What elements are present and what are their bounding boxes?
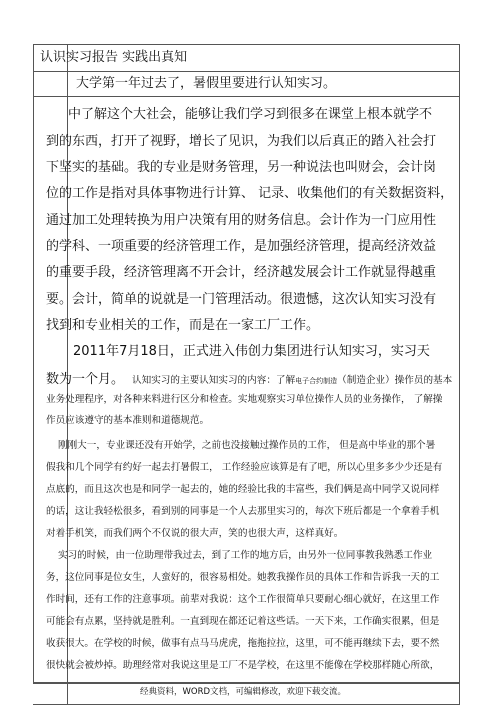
paragraph-line: 假我和几个同学有约好一起去打暑假工， 工作经验应该算是有了吧，所以心里多多少少还是有 (46, 462, 443, 473)
paragraph-line: 实习的时候，由一位助理带我过去，到了工作的地方后，由另外一位同事教我熟悉工作业 (58, 550, 433, 561)
paragraph-line: 的学科、一项重要的经济管理工作，是加强经济管理，提高经济效益 (46, 239, 437, 254)
inline-text: （制造企业）操作员的基本 (337, 375, 453, 386)
row-divider (33, 96, 460, 97)
paragraph-line: 很快就会被炒掉。助理经常对我说这里是工厂不是学校，在这里不能像在学校那样随心所欲， (46, 660, 440, 671)
paragraph-line: 对着手机笑，而我们两个不仅说的很大声，笑的也很大声，这样真好。 (46, 528, 344, 539)
paragraph-line: 找到和专业相关的工作，而是在一家工厂工作。 (46, 318, 320, 333)
inline-text: 认知实习的主要认知实习的内容：了解 (132, 375, 296, 386)
paragraph-line: 要。会计，简单的说就是一门管理活动。很遗憾，这次认知实习没有 (46, 292, 437, 307)
paragraph-line: 收获很大。在学校的时候，做事有点马马虎虎，拖拖拉拉，这里，可不能再继续下去，要不然 (46, 638, 440, 649)
paragraph-line: 点底的，而且这次也是和同学一起去的，她的经验比我的丰富些，我们俩是高中同学又说同样 (46, 484, 440, 495)
paragraph-line: 作员应该遵守的基本准则和道德规范。 (46, 415, 210, 426)
footer-note: 经典资料，WORD文档，可编辑修改，欢迎下载交流。 (140, 687, 347, 697)
document-title: 认识实习报告 实践出真知 (40, 50, 188, 65)
inline-text: 数为一个月。 (46, 372, 125, 387)
paragraph-line: 务，这位同事是位女生，人蛮好的，很容易相处。她教我操作员的具体工作和告诉我一天的工 (46, 572, 440, 583)
paragraph-line: 中了解这个大社会，能够让我们学习到很多在课堂上根本就学不 (68, 107, 433, 122)
paragraph-line: 的话，这让我轻松很多，看到别的同事是一个人去那里实习的，每次下班后都是一个拿着手机 (46, 506, 440, 517)
row-divider (33, 704, 460, 705)
paragraph-line: 到的东西，打开了视野，增长了见识，为我们以后真正的踏入社会打 (46, 134, 437, 149)
paragraph-line: 业务处理程序，对各种来料进行区分和检查。实地观察实习单位操作人员的业务操作， 了解操 (46, 394, 443, 405)
paragraph-line: 作时间，还有工作的注意事项。前辈对我说：这个工作很简单只要耐心细心就好，在这里工作 (46, 594, 440, 605)
row-divider (33, 71, 460, 72)
paragraph-line (46, 370, 452, 386)
inline-text: 电子合约制造 (295, 377, 338, 385)
document-subtitle: 大学第一年过去了，暑假里要进行认知实习。 (76, 76, 337, 91)
paragraph-line: 刚刚大一，专业课还没有开始学，之前也没接触过操作员的工作， 但是高中毕业的那个暑 (58, 440, 436, 451)
paragraph-line: 的重要手段，经济管理离不开会计，经济越发展会计工作就显得越重 (46, 265, 437, 280)
column-divider (459, 44, 460, 704)
paragraph-line: 可能会有点累，坚持就是胜利。一直到现在都还记着这些话。一天下来，工作确实很累，但是 (46, 616, 440, 627)
paragraph-line: 下坚实的基础。我的专业是财务管理，另一种说法也叫财会，会计岗 (46, 160, 437, 175)
paragraph-line: 通过加工处理转换为用户决策有用的财务信息。会计作为一门应用性 (46, 213, 437, 228)
paragraph-line: 2011年7月18日，正式进入伟创力集团进行认知实习，实习天 (73, 344, 430, 359)
paragraph-line: 位的工作是指对具体事物进行计算、 记录、收集他们的有关数据资料， (46, 186, 454, 201)
row-divider (33, 682, 460, 683)
